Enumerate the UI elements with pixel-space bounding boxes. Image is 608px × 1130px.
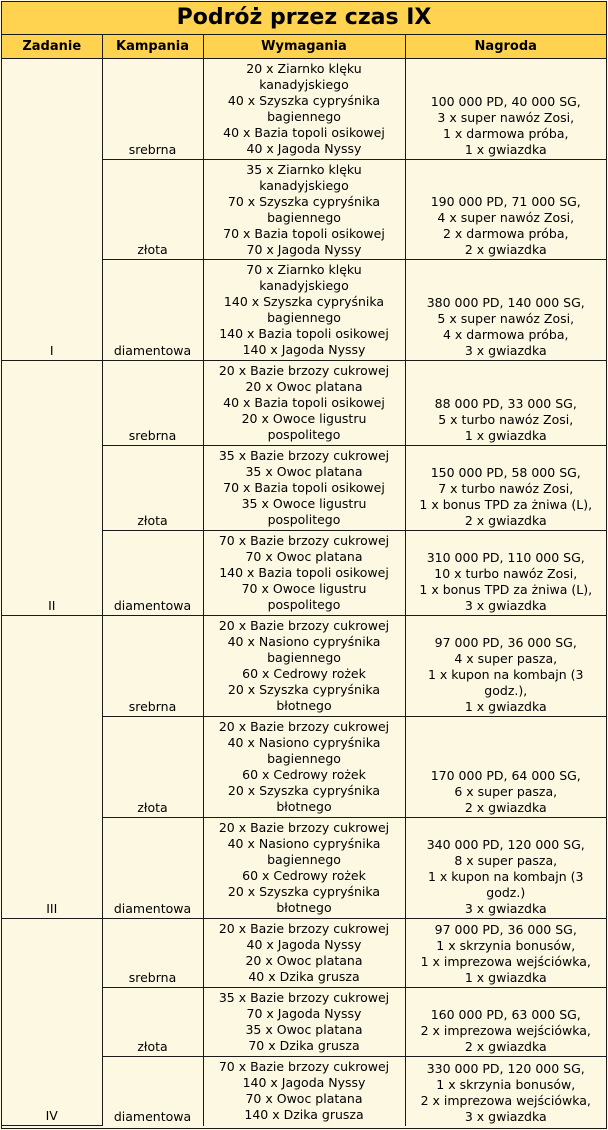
header-kampania: Kampania (102, 35, 203, 59)
reward-line: 2 x gwiazdka (464, 513, 547, 528)
table-row (2, 59, 606, 160)
reward-line: 1 x kupon na kombajn (3 godz.), (427, 667, 584, 698)
requirement-line: 20 x Owoc platana (245, 953, 363, 968)
requirement-line: 40 x Nasiono cypryśnika bagiennego (227, 634, 381, 665)
reward-cell (405, 260, 606, 361)
header-wymagania: Wymagania (203, 35, 405, 59)
requirements-cell (203, 446, 405, 531)
reward-line: 2 x gwiazdka (464, 242, 547, 257)
requirement-line: 35 x Bazie brzozy cukrowej (218, 448, 390, 463)
reward-cell (405, 988, 606, 1057)
reward-line: 1 x gwiazdka (464, 428, 547, 443)
requirement-line: 35 x Owoce ligustru pospolitego (241, 496, 367, 527)
reward-line: 2 x darmowa próba, (442, 226, 569, 241)
reward-line: 3 x gwiazdka (464, 598, 547, 613)
campaign-cell: diamentowa (102, 531, 203, 616)
requirement-line: 20 x Bazie brzozy cukrowej (218, 921, 390, 936)
requirements-cell (203, 919, 405, 988)
reward-line: 8 x super pasza, (454, 853, 558, 868)
requirement-line: 70 x Bazia topoli osikowej (223, 480, 385, 495)
requirement-line: 140 x Szyszka cypryśnika bagiennego (223, 294, 385, 325)
requirement-line: 20 x Ziarnko klęku kanadyjskiego (246, 61, 362, 92)
campaign-cell: złota (102, 717, 203, 818)
requirement-line: 70 x Owoce ligustru pospolitego (241, 581, 367, 612)
reward-line: 1 x bonus TPD za żniwa (L), (419, 582, 593, 597)
reward-line: 1 x gwiazdka (464, 970, 547, 985)
requirement-line: 70 x Bazia topoli osikowej (223, 225, 385, 241)
task-cell: IV (2, 919, 102, 1126)
requirement-line: 40 x Bazia topoli osikowej (223, 395, 385, 410)
campaign-cell: srebrna (102, 919, 203, 988)
task-cell: II (2, 361, 102, 616)
reward-line: 310 000 PD, 110 000 SG, (426, 550, 585, 565)
requirement-line: 70 x Bazie brzozy cukrowej (218, 533, 390, 548)
reward-line: 3 x gwiazdka (464, 1108, 547, 1124)
requirement-line: 70 x Owoc platana (245, 549, 363, 564)
requirement-line: 70 x Jagoda Nyssy (246, 1006, 362, 1021)
requirements-cell (203, 616, 405, 717)
requirement-line: 70 x Szyszka cypryśnika bagiennego (227, 193, 381, 225)
requirement-line: 35 x Owoc platana (245, 464, 363, 479)
requirement-line: 40 x Bazia topoli osikowej (223, 125, 385, 140)
requirement-line: 60 x Cedrowy rożek (242, 666, 366, 681)
requirement-line: 40 x Jagoda Nyssy (246, 937, 362, 952)
reward-line: 160 000 PD, 63 000 SG, (430, 1007, 581, 1022)
page-title: Podróż przez czas IX (2, 2, 606, 35)
campaign-cell: srebrna (102, 59, 203, 160)
header-row (2, 35, 606, 59)
task-cell: III (2, 616, 102, 919)
reward-line: 1 x imprezowa wejściówka, (420, 954, 591, 969)
requirement-line: 20 x Bazie brzozy cukrowej (218, 363, 390, 378)
requirement-line: 40 x Nasiono cypryśnika bagiennego (227, 836, 381, 867)
requirement-line: 20 x Owoc platana (245, 379, 363, 394)
reward-cell (405, 919, 606, 988)
task-cell: I (2, 59, 102, 361)
requirement-line: 70 x Bazie brzozy cukrowej (218, 1059, 390, 1075)
reward-line: 4 x super pasza, (454, 651, 558, 666)
reward-line: 1 x bonus TPD za żniwa (L), (419, 497, 593, 512)
requirement-line: 70 x Ziarnko klęku kanadyjskiego (246, 262, 362, 293)
requirement-line: 20 x Owoce ligustru pospolitego (241, 411, 367, 442)
reward-line: 3 x super nawóz Zosi, (437, 110, 575, 125)
requirements-cell (203, 531, 405, 616)
campaign-cell: srebrna (102, 361, 203, 446)
requirement-line: 70 x Owoc platana (245, 1091, 363, 1107)
reward-line: 1 x gwiazdka (464, 699, 547, 714)
requirements-cell (203, 717, 405, 818)
requirement-line: 140 x Bazia topoli osikowej (219, 565, 389, 580)
reward-cell (405, 1057, 606, 1126)
reward-line: 97 000 PD, 36 000 SG, (434, 635, 577, 650)
quest-table (2, 35, 606, 1126)
requirement-line: 140 x Dzika grusza (244, 1107, 364, 1123)
requirement-line: 70 x Jagoda Nyssy (246, 241, 362, 257)
requirements-cell (203, 818, 405, 919)
reward-line: 100 000 PD, 40 000 SG, (430, 94, 581, 109)
header-nagroda: Nagroda (405, 35, 606, 59)
reward-line: 190 000 PD, 71 000 SG, (430, 194, 581, 209)
campaign-cell: diamentowa (102, 260, 203, 361)
reward-line: 3 x gwiazdka (464, 901, 547, 916)
reward-line: 7 x turbo nawóz Zosi, (438, 481, 574, 496)
reward-line: 5 x turbo nawóz Zosi, (438, 412, 574, 427)
campaign-cell: diamentowa (102, 1057, 203, 1126)
table-row (2, 919, 606, 988)
requirement-line: 40 x Nasiono cypryśnika bagiennego (227, 735, 381, 766)
reward-line: 2 x gwiazdka (464, 1039, 547, 1054)
requirements-cell (203, 988, 405, 1057)
reward-line: 10 x turbo nawóz Zosi, (434, 566, 578, 581)
reward-line: 150 000 PD, 58 000 SG, (430, 465, 581, 480)
requirement-line: 20 x Bazie brzozy cukrowej (218, 618, 390, 633)
reward-line: 170 000 PD, 64 000 SG, (430, 768, 581, 783)
reward-line: 1 x kupon na kombajn (3 godz.) (427, 869, 584, 900)
reward-line: 4 x darmowa próba, (442, 327, 569, 342)
reward-line: 97 000 PD, 36 000 SG, (434, 922, 577, 937)
reward-line: 2 x imprezowa wejściówka, (420, 1023, 591, 1038)
requirement-line: 140 x Jagoda Nyssy (242, 342, 366, 357)
reward-cell (405, 531, 606, 616)
requirements-cell (203, 361, 405, 446)
requirement-line: 20 x Bazie brzozy cukrowej (218, 820, 390, 835)
reward-cell (405, 361, 606, 446)
requirement-line: 35 x Bazie brzozy cukrowej (218, 990, 390, 1005)
reward-line: 1 x skrzynia bonusów, (436, 1076, 576, 1092)
requirement-line: 20 x Szyszka cypryśnika błotnego (227, 783, 381, 814)
header-zadanie: Zadanie (2, 35, 102, 59)
requirement-line: 40 x Szyszka cypryśnika bagiennego (227, 93, 381, 124)
requirement-line: 35 x Owoc platana (245, 1022, 363, 1037)
requirement-line: 60 x Cedrowy rożek (242, 868, 366, 883)
reward-cell (405, 446, 606, 531)
requirement-line: 20 x Bazie brzozy cukrowej (218, 719, 390, 734)
table-row (2, 616, 606, 717)
requirements-cell (203, 1057, 405, 1126)
requirement-line: 60 x Cedrowy rożek (242, 767, 366, 782)
reward-cell (405, 717, 606, 818)
requirement-line: 140 x Bazia topoli osikowej (219, 326, 389, 341)
reward-line: 380 000 PD, 140 000 SG, (426, 295, 585, 310)
reward-line: 1 x skrzynia bonusów, (436, 938, 576, 953)
requirements-cell (203, 260, 405, 361)
reward-line: 5 x super nawóz Zosi, (437, 311, 575, 326)
reward-line: 2 x gwiazdka (464, 800, 547, 815)
reward-line: 330 000 PD, 120 000 SG, (426, 1060, 585, 1076)
requirement-line: 35 x Ziarnko klęku kanadyjskiego (246, 161, 362, 193)
reward-line: 6 x super pasza, (454, 784, 558, 799)
reward-cell (405, 160, 606, 260)
quest-table-body (2, 59, 606, 1126)
reward-line: 1 x gwiazdka (464, 142, 547, 157)
requirement-line: 20 x Szyszka cypryśnika błotnego (227, 682, 381, 713)
reward-line: 4 x super nawóz Zosi, (437, 210, 575, 225)
reward-line: 340 000 PD, 120 000 SG, (426, 837, 585, 852)
reward-cell (405, 818, 606, 919)
reward-cell (405, 616, 606, 717)
requirements-cell (203, 59, 405, 160)
requirement-line: 70 x Dzika grusza (248, 1038, 360, 1053)
campaign-cell: srebrna (102, 616, 203, 717)
reward-line: 88 000 PD, 33 000 SG, (434, 396, 577, 411)
reward-line: 2 x imprezowa wejściówka, (420, 1092, 591, 1108)
campaign-cell: złota (102, 160, 203, 260)
requirements-cell (203, 160, 405, 260)
requirement-line: 40 x Dzika grusza (248, 969, 360, 984)
table-row (2, 361, 606, 446)
requirement-line: 40 x Jagoda Nyssy (246, 141, 362, 156)
quest-table-panel (1, 1, 607, 1129)
campaign-cell: złota (102, 446, 203, 531)
reward-line: 1 x darmowa próba, (442, 126, 569, 141)
reward-line: 3 x gwiazdka (464, 343, 547, 358)
reward-cell (405, 59, 606, 160)
campaign-cell: diamentowa (102, 818, 203, 919)
requirement-line: 140 x Jagoda Nyssy (242, 1075, 366, 1091)
campaign-cell: złota (102, 988, 203, 1057)
requirement-line: 20 x Szyszka cypryśnika błotnego (227, 884, 381, 915)
